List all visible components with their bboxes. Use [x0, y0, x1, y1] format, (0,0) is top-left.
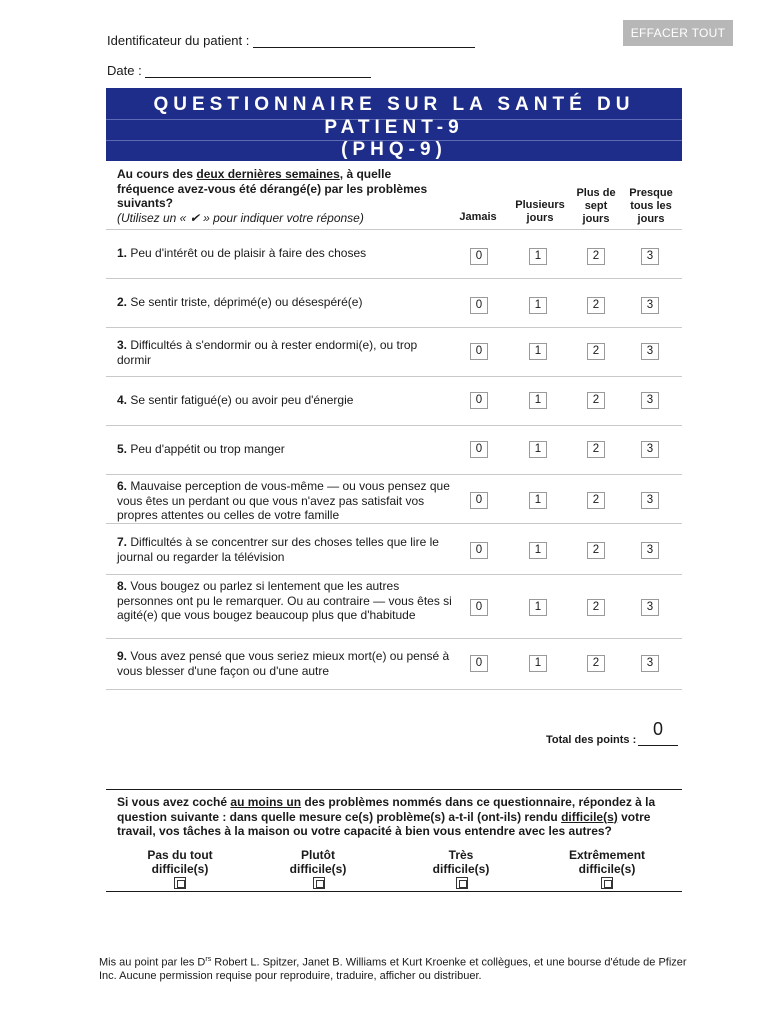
- question-label: Se sentir fatigué(e) ou avoir peu d'énergie: [127, 393, 354, 407]
- question-row: [106, 475, 682, 524]
- col-header-label: tous les: [630, 200, 672, 212]
- patient-id-input[interactable]: [253, 35, 475, 48]
- difficulty-option-label: Extrêmement: [568, 848, 646, 862]
- col-header-label: jours: [526, 212, 554, 224]
- question-row: [106, 377, 682, 426]
- intro-emphasis: deux dernières semaines: [196, 167, 340, 181]
- intro-text: , à quelle fréquence avez-vous été dérangé(e) par les problèmes suivants?: [117, 167, 428, 210]
- score-checkbox[interactable]: 2: [587, 599, 605, 616]
- title-line-2: PATIENT-9: [324, 117, 464, 138]
- footer-text: Mis au point par les D: [99, 956, 206, 969]
- question-label: Se sentir triste, déprimé(e) ou désespéré(e): [127, 295, 363, 309]
- score-checkbox[interactable]: 1: [529, 392, 547, 409]
- score-checkbox[interactable]: 1: [529, 492, 547, 509]
- col-header-label: Jamais: [459, 211, 497, 223]
- difficulty-checkbox-very[interactable]: [456, 877, 468, 889]
- difficulty-option-label: difficile(s): [432, 862, 490, 876]
- question-number: 9.: [117, 649, 128, 663]
- patient-id-label: Identificateur du patient :: [107, 33, 250, 48]
- score-checkbox[interactable]: 3: [641, 542, 659, 559]
- score-checkbox[interactable]: 1: [529, 542, 547, 559]
- total-score-field[interactable]: 0: [638, 718, 678, 746]
- question-row: [106, 279, 682, 328]
- date-field: [107, 63, 371, 78]
- score-checkbox[interactable]: 1: [529, 441, 547, 458]
- instructions: [117, 167, 442, 225]
- question-text: [117, 535, 452, 564]
- score-checkbox[interactable]: 3: [641, 655, 659, 672]
- question-number: 1.: [117, 246, 128, 260]
- score-checkbox[interactable]: 1: [529, 343, 547, 360]
- question-number: 4.: [117, 393, 128, 407]
- difficulty-checkbox-extremely[interactable]: [601, 877, 613, 889]
- col-header-never: [456, 211, 500, 224]
- score-checkbox[interactable]: 3: [641, 492, 659, 509]
- footer-superscript: rs: [205, 956, 212, 963]
- score-checkbox[interactable]: 3: [641, 343, 659, 360]
- question-label: Difficultés à se concentrer sur des choses telles que lire le journal ou regarder la télévision: [117, 535, 439, 564]
- intro-note: (Utilisez un « ✔ » pour indiquer votre réponse): [117, 210, 364, 225]
- score-checkbox[interactable]: 2: [587, 343, 605, 360]
- score-checkbox[interactable]: 3: [641, 441, 659, 458]
- total-label: Total des points :: [546, 734, 637, 746]
- col-header-label: jours: [582, 213, 610, 225]
- difficulty-option-label: Plutôt: [301, 848, 335, 862]
- difficulty-question: [117, 795, 662, 839]
- question-row: [106, 426, 682, 475]
- title-line-1: QUESTIONNAIRE SUR LA SANTÉ DU: [153, 94, 635, 115]
- question-text: [117, 442, 452, 457]
- title-line-3: (PHQ-9): [341, 139, 447, 160]
- score-checkbox[interactable]: 3: [641, 248, 659, 265]
- difficulty-text: des problèmes nommés dans ce questionnaire, répondez à la question suivante : dans quelle mesure ce(s) problème(s) a-t-il (ont-ils) rendu: [117, 795, 656, 824]
- question-number: 2.: [117, 295, 128, 309]
- question-text: [117, 479, 452, 523]
- question-number: 8.: [117, 579, 128, 593]
- col-header-label: Plusieurs: [515, 199, 565, 211]
- question-row: [106, 639, 682, 690]
- col-header-label: Presque: [629, 187, 673, 199]
- score-checkbox[interactable]: 3: [641, 392, 659, 409]
- difficulty-option-label: Très: [448, 848, 474, 862]
- score-checkbox[interactable]: 1: [529, 599, 547, 616]
- score-checkbox[interactable]: 3: [641, 599, 659, 616]
- col-header-more-than-half: [572, 187, 620, 226]
- score-checkbox[interactable]: 0: [470, 492, 488, 509]
- score-checkbox[interactable]: 0: [470, 297, 488, 314]
- question-label: Difficultés à s'endormir ou à rester endormi(e), ou trop dormir: [117, 338, 418, 367]
- question-text: [117, 393, 452, 408]
- patient-id-field: [107, 33, 475, 48]
- question-number: 6.: [117, 479, 128, 493]
- difficulty-option-not-at-all: [134, 848, 226, 876]
- difficulty-checkbox-not-at-all[interactable]: [174, 877, 186, 889]
- question-label: Vous bougez ou parlez si lentement que les autres personnes ont pu le remarquer. Ou au contraire — vous êtes si agité(e) que vous bougez beaucoup plus que d'habitude: [117, 579, 452, 622]
- question-label: Peu d'intérêt ou de plaisir à faire des choses: [127, 246, 367, 260]
- question-row: [106, 575, 682, 639]
- question-text: [117, 649, 452, 678]
- date-label: Date :: [107, 63, 142, 78]
- footer-credits: [99, 953, 689, 984]
- score-checkbox[interactable]: 2: [587, 655, 605, 672]
- score-checkbox[interactable]: 2: [587, 441, 605, 458]
- col-header-nearly-every-day: [625, 187, 677, 226]
- score-checkbox[interactable]: 2: [587, 492, 605, 509]
- col-header-label: Plus de: [576, 187, 616, 199]
- score-checkbox[interactable]: 1: [529, 655, 547, 672]
- question-label: Mauvaise perception de vous-même — ou vous pensez que vous êtes un perdant ou que vous n'avez pas satisfait vos propres attentes ou celles de votre famille: [117, 479, 450, 522]
- question-number: 5.: [117, 442, 128, 456]
- score-checkbox[interactable]: 0: [470, 248, 488, 265]
- score-checkbox[interactable]: 2: [587, 392, 605, 409]
- difficulty-text: votre travail, vos tâches à la maison ou votre capacité à bien vous entendre avec les autres?: [117, 809, 651, 838]
- difficulty-option-somewhat: [272, 848, 364, 876]
- question-text: [117, 579, 452, 623]
- question-text: [117, 295, 452, 310]
- score-checkbox[interactable]: 2: [587, 248, 605, 265]
- difficulty-option-label: difficile(s): [151, 862, 209, 876]
- question-text: [117, 246, 452, 261]
- col-header-several-days: [512, 199, 568, 225]
- difficulty-option-label: difficile(s): [578, 862, 636, 876]
- difficulty-option-label: Pas du tout: [147, 848, 213, 862]
- score-checkbox[interactable]: 0: [470, 392, 488, 409]
- difficulty-option-label: difficile(s): [289, 862, 347, 876]
- score-checkbox[interactable]: 1: [529, 297, 547, 314]
- col-header-label: jours: [637, 213, 665, 225]
- score-checkbox[interactable]: 3: [641, 297, 659, 314]
- clear-all-button[interactable]: EFFACER TOUT: [623, 20, 733, 46]
- question-text: [117, 338, 452, 367]
- title-banner: [106, 88, 682, 161]
- footer-text: Robert L. Spitzer, Janet B. Williams et Kurt Kroenke et collègues, et une bourse d'étude de Pfizer Inc. Aucune permission requise pour reproduire, traduire, afficher ou distribuer.: [99, 956, 687, 983]
- intro-text: Au cours des: [117, 167, 197, 181]
- date-input[interactable]: [145, 65, 371, 78]
- score-checkbox[interactable]: 0: [470, 441, 488, 458]
- difficulty-option-extremely: [555, 848, 659, 876]
- question-row: [106, 524, 682, 575]
- section-divider: [106, 891, 682, 892]
- question-number: 7.: [117, 535, 128, 549]
- score-checkbox[interactable]: 0: [470, 343, 488, 360]
- difficulty-emphasis: au moins un: [230, 795, 302, 809]
- score-checkbox[interactable]: 2: [587, 297, 605, 314]
- section-divider: [106, 789, 682, 790]
- score-checkbox[interactable]: 0: [470, 542, 488, 559]
- score-checkbox[interactable]: 2: [587, 542, 605, 559]
- score-checkbox[interactable]: 0: [470, 599, 488, 616]
- difficulty-text: Si vous avez coché: [117, 795, 231, 809]
- question-row: [106, 328, 682, 377]
- question-label: Peu d'appétit ou trop manger: [127, 442, 285, 456]
- question-row: [106, 230, 682, 279]
- difficulty-checkbox-somewhat[interactable]: [313, 877, 325, 889]
- score-checkbox[interactable]: 1: [529, 248, 547, 265]
- question-label: Vous avez pensé que vous seriez mieux mort(e) ou pensé à vous blesser d'une façon ou d'une autre: [117, 649, 450, 678]
- col-header-label: sept: [584, 200, 608, 212]
- score-checkbox[interactable]: 0: [470, 655, 488, 672]
- difficulty-option-very: [415, 848, 507, 876]
- difficulty-emphasis: difficile(s): [561, 809, 618, 824]
- question-number: 3.: [117, 338, 128, 352]
